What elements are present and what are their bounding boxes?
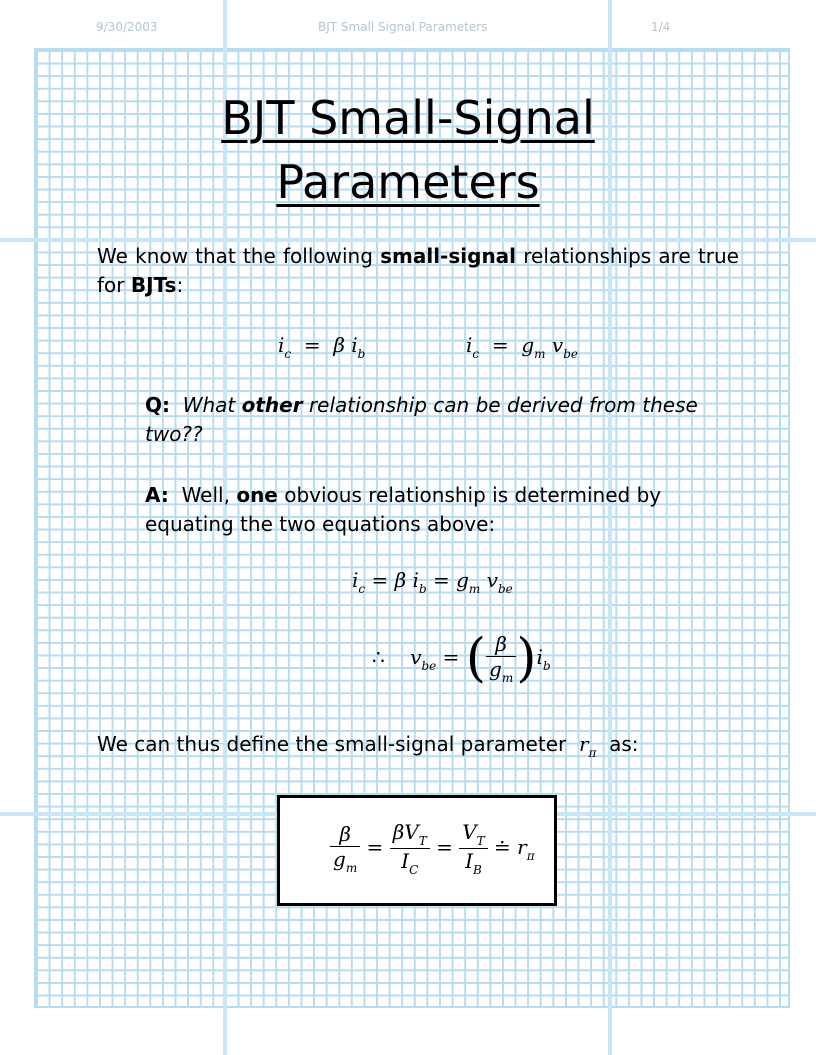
intro-line-1: We know that the following small-signal relationships are true (97, 244, 739, 268)
page-header (0, 20, 816, 38)
question-line-2: two?? (145, 422, 203, 446)
header-date: 9/30/2003 (96, 20, 158, 34)
answer-block (145, 481, 705, 539)
title-line-2: Parameters (276, 155, 540, 209)
question-label: Q: (145, 393, 170, 417)
equation-r-pi-definition: $\frac{\beta}{g_m}$ = $\frac{\beta V_T}{I_C}$ = $\frac{V_T}{I_B}$ ≐ $r_\pi$ (330, 820, 535, 877)
page-title (0, 86, 816, 214)
answer-line-1: A: Well, one obvious relationship is determined by (145, 483, 662, 507)
conclusion-paragraph: We can thus define the small-signal parameter $r_\pi$ as: (97, 732, 639, 760)
intro-paragraph (97, 242, 739, 300)
title-line-1: BJT Small-Signal (221, 91, 595, 145)
header-title: BJT Small Signal Parameters (318, 20, 488, 34)
equation-equated: $i_c = \beta$ $i_b = g_m$ $v_{be}$ (352, 568, 513, 596)
header-page-number: 1/4 (651, 20, 671, 34)
r-pi-symbol: $r_\pi$ (572, 732, 597, 760)
equation-ic-beta-ib: $i_c = \beta$ $i_b$ (278, 333, 366, 361)
boxed-result (277, 795, 557, 906)
question-block (145, 391, 705, 449)
equation-ic-gm-vbe: $i_c = g_m$ $v_{be}$ (466, 333, 578, 361)
equation-vbe: ∴ $v_{be}$ = ( $\frac{\beta}{g_m}$ )$i_b$ (372, 628, 551, 689)
question-line-1: Q: What other relationship can be derived from these (145, 393, 698, 417)
answer-line-2: equating the two equations above: (145, 512, 496, 536)
answer-label: A: (145, 483, 169, 507)
intro-line-2: for BJTs: (97, 273, 184, 297)
